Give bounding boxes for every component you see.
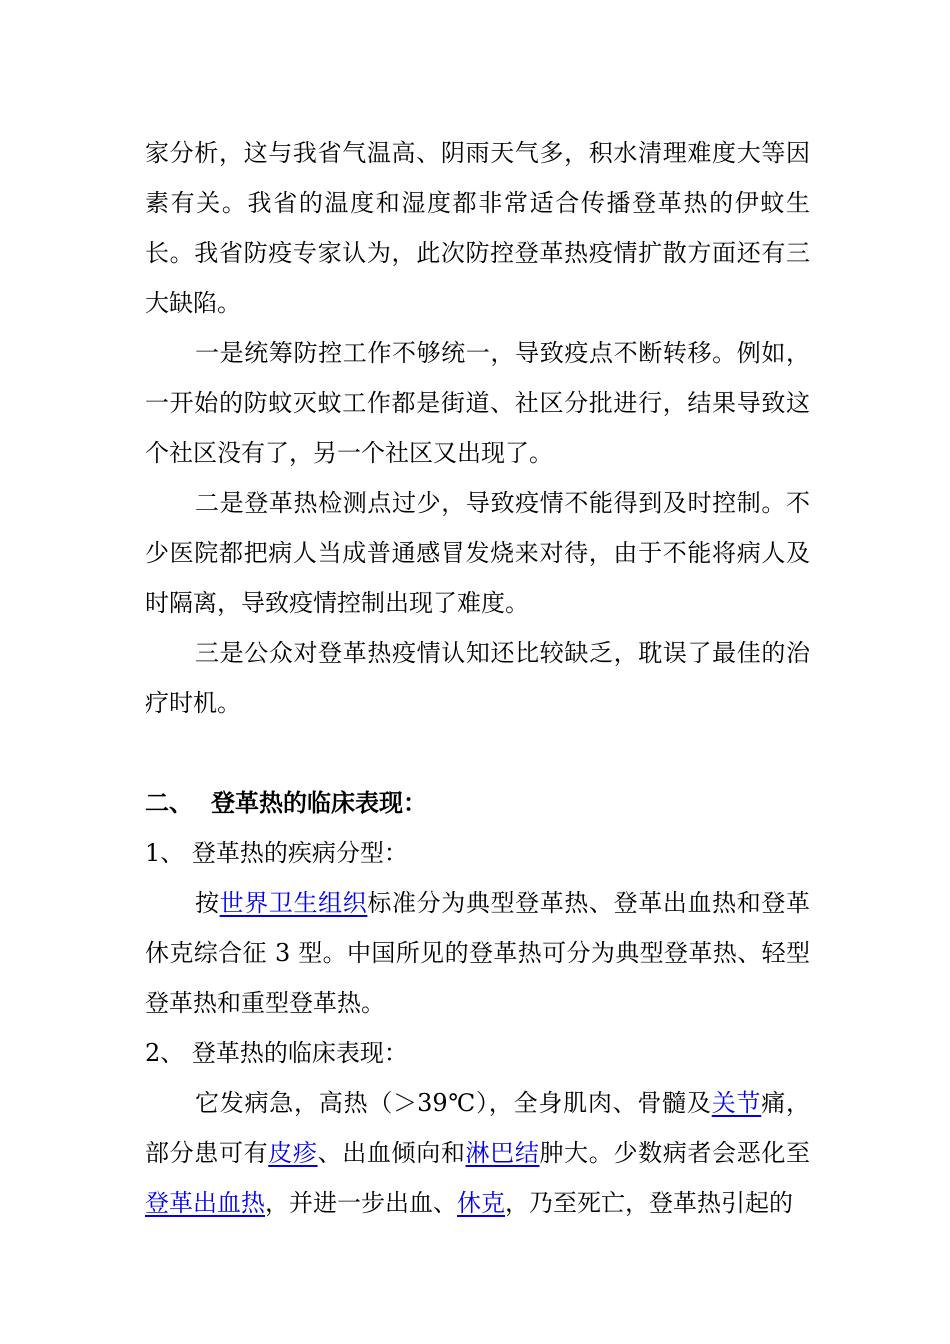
point-three-paragraph: 三是公众对登革热疫情认知还比较缺乏，耽误了最佳的治疗时机。 — [145, 639, 810, 717]
link-shock[interactable]: 休克 — [457, 1189, 505, 1217]
text-run: 它发病急，高热（＞39℃），全身肌肉、骨髓及 — [195, 1089, 712, 1117]
section-title: 登革热的临床表现： — [211, 788, 427, 817]
text-run: ，并进一步出血、 — [265, 1189, 457, 1217]
text-run: 标准分为典型登革热、登革出血热和登革休克综合征 3 型。中国所见的登革热可分为典型登革热、轻型登革热和重型登革热。 — [145, 889, 810, 1017]
text-run: ，乃至死亡，登革热引起的 — [505, 1189, 793, 1217]
paragraph-spacer — [145, 728, 810, 778]
text-run: 按 — [195, 889, 220, 917]
section-number: 二、 — [145, 788, 193, 817]
disease-types-paragraph — [145, 878, 810, 1028]
point-two-paragraph: 二是登革热检测点过少，导致疫情不能得到及时控制。不少医院都把病人当成普通感冒发烧来对待，由于不能将病人及时隔离，导致疫情控制出现了难度。 — [145, 489, 810, 617]
subheading-clinical: 2、 登革热的临床表现： — [145, 1039, 408, 1067]
link-dengue-hemorrhagic-fever[interactable]: 登革出血热 — [145, 1189, 265, 1217]
link-rash[interactable]: 皮疹 — [268, 1139, 318, 1167]
text-run: 、出血倾向和 — [317, 1139, 466, 1167]
clinical-paragraph — [145, 1078, 810, 1228]
section-heading — [145, 778, 810, 828]
text-run: 肿大。少数病者会恶化至 — [539, 1139, 811, 1167]
link-lymph-node[interactable]: 淋巴结 — [465, 1139, 540, 1167]
text-run: 痛，部分患可有 — [145, 1089, 810, 1167]
subheading-disease-types: 1、 登革热的疾病分型： — [145, 839, 408, 867]
link-who[interactable]: 世界卫生组织 — [219, 889, 368, 917]
intro-paragraph: 家分析，这与我省气温高、阴雨天气多，积水清理难度大等因素有关。我省的温度和湿度都非常适合传播登革热的伊蚊生长。我省防疫专家认为，此次防控登革热疫情扩散方面还有三大缺陷。 — [145, 139, 810, 317]
point-one-paragraph: 一是统筹防控工作不够统一，导致疫点不断转移。例如，一开始的防蚊灭蚊工作都是街道、社区分批进行，结果导致这个社区没有了，另一个社区又出现了。 — [145, 339, 810, 467]
link-joint[interactable]: 关节 — [711, 1089, 762, 1117]
